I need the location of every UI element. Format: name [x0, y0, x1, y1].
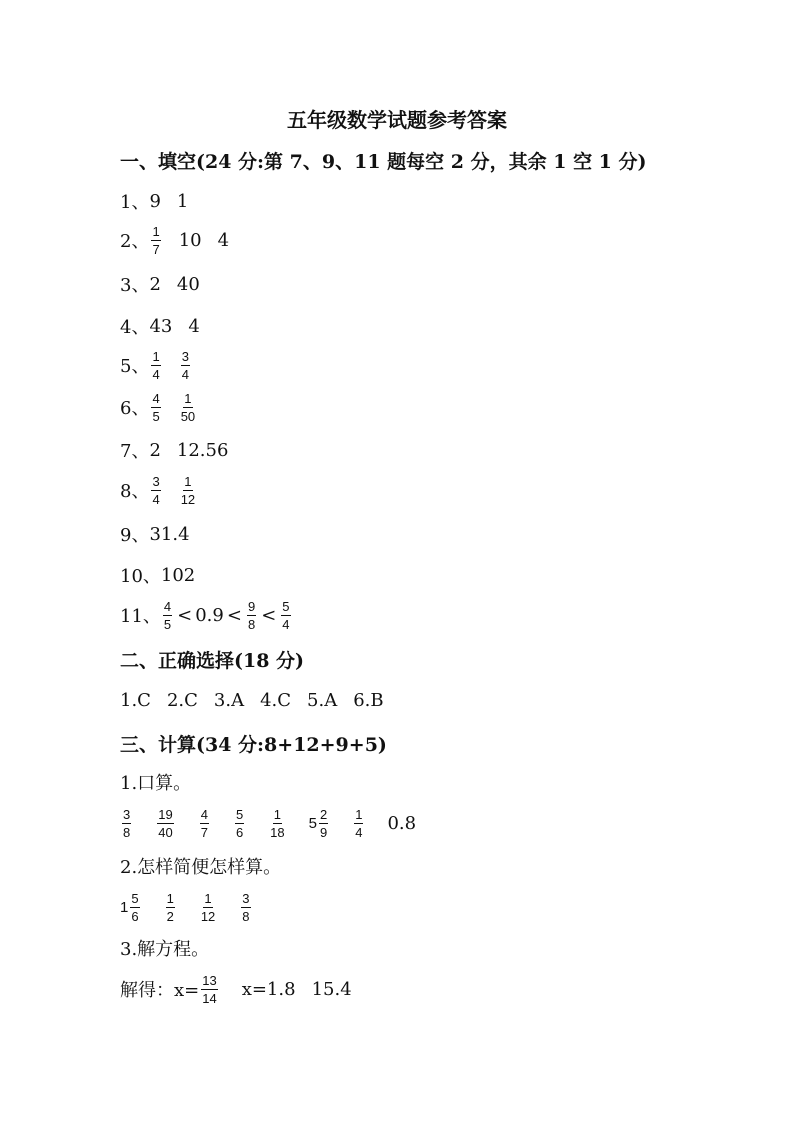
answer-value: 4: [217, 229, 230, 251]
fraction: $\frac{4}{7}$: [200, 806, 208, 840]
part1-answers: [120, 803, 416, 843]
item-number: 1、: [120, 192, 150, 213]
item-number: 11、: [120, 606, 161, 627]
fill-answer-6: [120, 387, 197, 427]
fill-answer-8: [120, 470, 197, 510]
mixed-number-whole: 5: [308, 814, 317, 832]
answer-value: 10: [178, 229, 202, 251]
less-than-sign: <: [261, 604, 277, 626]
fraction: $\frac{5}{4}$: [282, 598, 290, 632]
fraction: $\frac{1}{2}$: [166, 890, 174, 924]
decimal-answer: 0.8: [387, 812, 417, 834]
item-number: 7、: [120, 441, 150, 462]
fill-answer-11: [120, 595, 293, 635]
fill-answer-1: [120, 181, 188, 221]
fraction: $\frac{1}{12}$: [180, 473, 196, 507]
choice-answer: 6.B: [353, 689, 384, 711]
choice-answer: 5.A: [307, 689, 338, 711]
fraction: $\frac{19}{40}$: [158, 806, 173, 840]
answer-value: 9: [149, 190, 161, 212]
item-number: 3、: [120, 275, 150, 296]
answer-value: 1: [176, 190, 189, 212]
item-number: 6、: [120, 398, 150, 419]
page-title: 五年级数学试题参考答案: [287, 108, 507, 132]
answer-value: 12.56: [176, 439, 229, 461]
part2-answers: [120, 887, 253, 927]
choice-answer: 4.C: [260, 689, 292, 711]
fraction: $\frac{1}{4}$: [355, 806, 363, 840]
answer-value: 4: [188, 315, 200, 337]
fraction: $\frac{3}{4}$: [181, 348, 189, 382]
section3-heading: 三、计算(34 分:8+12+9+5): [120, 734, 387, 756]
answer-value: 2: [149, 273, 161, 295]
fill-answer-9: [120, 514, 190, 554]
solution-value: 15.4: [311, 978, 352, 1000]
fill-answer-5: [120, 345, 192, 385]
fill-answer-4: [120, 306, 200, 346]
fraction: $\frac{1}{4}$: [152, 348, 160, 382]
item-number: 10、: [120, 566, 161, 587]
fill-answer-7: [120, 430, 228, 470]
part3-label: 3.解方程。: [120, 939, 210, 960]
choice-answer: 2.C: [166, 689, 198, 711]
part1-label: 1.口算。: [120, 773, 192, 794]
fraction: $\frac{1}{18}$: [270, 806, 285, 840]
fraction: $\frac{2}{9}$: [319, 806, 328, 840]
less-than-sign: <: [226, 604, 242, 626]
choice-answer: 1.C: [120, 689, 151, 711]
section1-heading: 一、填空(24 分:第 7、9、11 题每空 2 分，其余 1 空 1 分): [120, 151, 647, 173]
answer-value: 2: [149, 439, 161, 461]
fill-answer-10: [120, 555, 195, 595]
answer-value: 102: [160, 564, 196, 586]
fill-answer-3: [120, 264, 200, 304]
solution-prefix: 解得：x=: [120, 980, 200, 1001]
solution-value: x=1.8: [241, 978, 296, 1000]
fraction: $\frac{3}{4}$: [152, 473, 160, 507]
fraction: $\frac{4}{5}$: [163, 598, 172, 632]
fraction: $\frac{5}{6}$: [131, 890, 139, 924]
choice-answers: [120, 680, 384, 720]
fill-answer-2: [120, 220, 229, 260]
answer-value: 0.9: [195, 604, 224, 626]
fraction: $\frac{1}{7}$: [152, 223, 160, 257]
mixed-number-whole: 1: [120, 898, 129, 916]
fraction: $\frac{13}{14}$: [202, 972, 217, 1006]
fraction: $\frac{5}{6}$: [235, 806, 244, 840]
part3-answers: [120, 969, 352, 1009]
fraction: $\frac{4}{5}$: [152, 390, 160, 424]
item-number: 5、: [120, 356, 150, 377]
choice-answer: 3.A: [213, 689, 245, 711]
fraction: $\frac{1}{12}$: [200, 890, 216, 924]
section2-heading: 二、正确选择(18 分): [120, 650, 305, 672]
answer-value: 43: [149, 315, 173, 337]
part2-label: 2.怎样简便怎样算。: [120, 857, 282, 878]
fraction: $\frac{9}{8}$: [247, 598, 256, 632]
less-than-sign: <: [177, 604, 193, 626]
item-number: 9、: [120, 525, 150, 546]
fraction: $\frac{3}{8}$: [123, 806, 131, 840]
fraction: $\frac{3}{8}$: [242, 890, 250, 924]
item-number: 8、: [120, 481, 150, 502]
item-number: 4、: [120, 317, 150, 338]
fraction: $\frac{1}{50}$: [180, 390, 196, 424]
answer-value: 40: [176, 273, 200, 295]
answer-value: 31.4: [149, 523, 190, 545]
item-number: 2、: [120, 231, 150, 252]
